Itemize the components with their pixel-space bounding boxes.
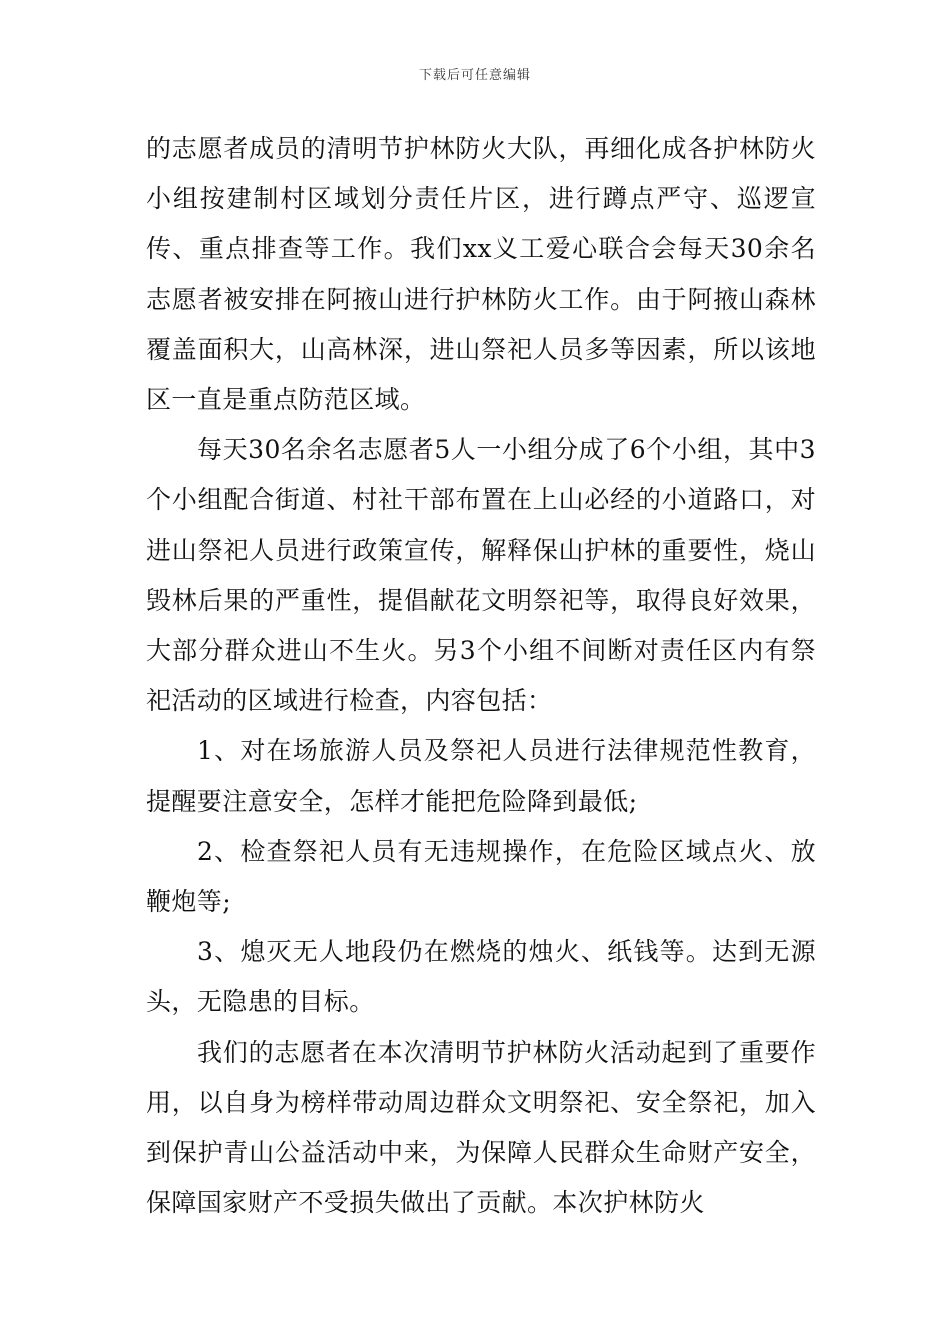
list-item-2: 2、检查祭祀人员有无违规操作，在危险区域点火、放鞭炮等;	[146, 836, 816, 917]
document-body	[146, 124, 816, 1228]
paragraph-3: 我们的志愿者在本次清明节护林防火活动起到了重要作用，以自身为榜样带动周边群众文明祭祀、安全祭祀，加入到保护青山公益活动中来，为保障人民群众生命财产安全，保障国家财产不受损失做出了贡献。本次护林防火	[146, 1037, 816, 1218]
paragraph-1: 的志愿者成员的清明节护林防火大队，再细化成各护林防火小组按建制村区域划分责任片区，进行蹲点严守、巡逻宣传、重点排查等工作。我们xx义工爱心联合会每天30余名志愿者被安排在阿掖山进行护林防火工作。由于阿掖山森林覆盖面积大，山高林深，进山祭祀人员多等因素，所以该地区一直是重点防范区域。	[146, 134, 816, 415]
paragraph-2: 每天30名余名志愿者5人一小组分成了6个小组，其中3个小组配合街道、村社干部布置在上山必经的小道路口，对进山祭祀人员进行政策宣传，解释保山护林的重要性，烧山毁林后果的严重性，提倡献花文明祭祀等，取得良好效果，大部分群众进山不生火。另3个小组不间断对责任区内有祭祀活动的区域进行检查，内容包括：	[146, 435, 816, 716]
page-header: 下载后可任意编辑	[418, 68, 531, 83]
list-item-3: 3、熄灭无人地段仍在燃烧的烛火、纸钱等。达到无源头，无隐患的目标。	[146, 937, 816, 1017]
list-item-1: 1、对在场旅游人员及祭祀人员进行法律规范性教育，提醒要注意安全，怎样才能把危险降到最低;	[146, 736, 816, 816]
